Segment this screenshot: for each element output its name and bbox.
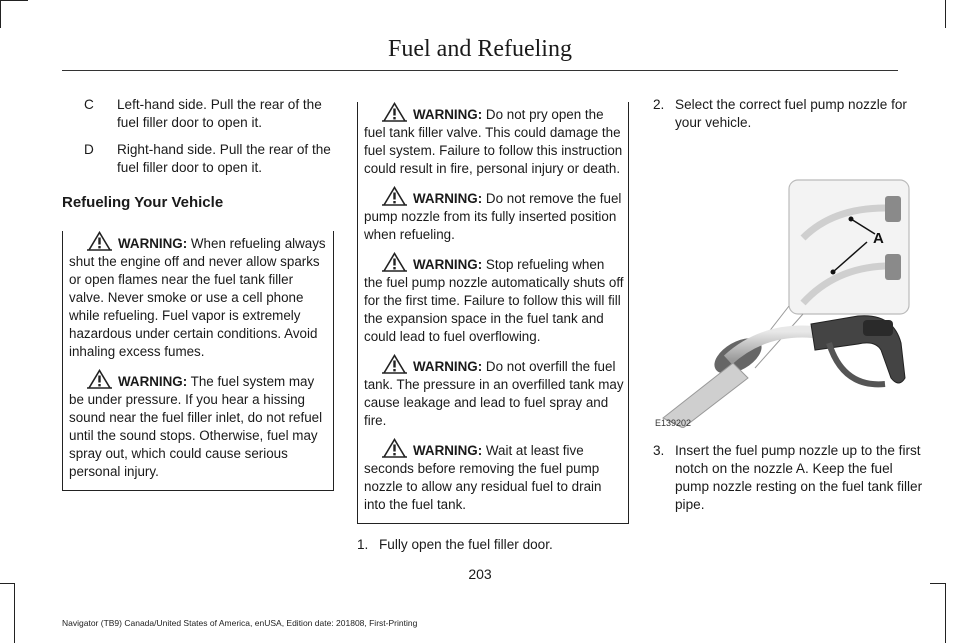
warning-text: Do not pry open the fuel tank filler valve. This could damage the fuel system. Failure to follow this instruction could result in fire, personal injury or death. <box>364 107 623 176</box>
crop-mark <box>945 0 946 28</box>
warning-text: Do not remove the fuel pump nozzle from its fully inserted position when refueling. <box>364 191 622 242</box>
warning-label: WARNING: <box>118 374 188 389</box>
step-text: Fully open the fuel filler door. <box>379 537 553 552</box>
fuel-nozzle-illustration <box>653 138 913 428</box>
column-right <box>653 96 925 514</box>
definition-item <box>62 141 334 177</box>
crop-mark <box>945 583 946 643</box>
step-item <box>653 442 925 514</box>
warning <box>364 186 625 244</box>
warning-text: Wait at least five seconds before removing the fuel pump nozzle to allow any residual fuel to drain into the fuel tank. <box>364 443 602 512</box>
warning-box <box>357 102 629 524</box>
warning-triangle-icon <box>87 369 112 389</box>
warning-text: Do not overfill the fuel tank. The pressure in an overfilled tank may cause leakage and lead to fuel spray and fire. <box>364 359 624 428</box>
page-number: 203 <box>468 566 492 582</box>
warning <box>364 354 625 430</box>
definition-text: Right-hand side. Pull the rear of the fuel filler door to open it. <box>117 142 331 175</box>
nozzle-figure <box>653 138 913 428</box>
warning <box>69 369 330 481</box>
warning-label: WARNING: <box>413 359 483 374</box>
warning-box <box>62 231 334 491</box>
crop-mark <box>14 583 15 643</box>
step-number: 1. <box>357 537 369 552</box>
warning-triangle-icon <box>87 231 112 251</box>
warning-label: WARNING: <box>413 443 483 458</box>
warning-triangle-icon <box>382 102 407 122</box>
warning-label: WARNING: <box>413 191 483 206</box>
step-number: 2. <box>653 97 665 112</box>
warning <box>69 231 330 361</box>
crop-mark <box>0 0 1 28</box>
step-text: Select the correct fuel pump nozzle for your vehicle. <box>675 97 907 130</box>
definition-key: C <box>84 97 94 112</box>
warning-text: When refueling always shut the engine off and never allow sparks or open flames near the fuel tank filler valve. Never smoke or use a cell phone while refueling. Fuel vapor is extremely hazardous under certain conditions. Avoid inhaling excess fumes. <box>69 236 326 359</box>
warning-text: The fuel system may be under pressure. If you hear a hissing sound near the fuel filler inlet, do not refuel until the sound stops. Otherwise, fuel may spray out, which could cause serious personal injury. <box>69 374 323 479</box>
section-heading: Refueling Your Vehicle <box>62 194 224 211</box>
column-left <box>62 96 334 491</box>
step-number: 3. <box>653 443 665 458</box>
figure-code: E139202 <box>655 418 692 428</box>
page-title: Fuel and Refueling <box>388 36 572 62</box>
definition-text: Left-hand side. Pull the rear of the fuel filler door to open it. <box>117 97 322 130</box>
warning-triangle-icon <box>382 252 407 272</box>
step-text: Insert the fuel pump nozzle up to the first notch on the nozzle A. Keep the fuel pump nozzle resting on the fuel tank filler pipe. <box>675 443 923 512</box>
warning <box>364 438 625 514</box>
crop-mark <box>0 583 15 584</box>
warning <box>364 102 625 178</box>
warning-triangle-icon <box>382 354 407 374</box>
warning-text: Stop refueling when the fuel pump nozzle automatically shuts off for the first time. Failure to follow this will fill the expansion space in the fuel tank and could lead to fuel overflowing. <box>364 257 624 344</box>
column-middle <box>357 96 629 554</box>
warning <box>364 252 625 346</box>
warning-triangle-icon <box>382 438 407 458</box>
footer-text: Navigator (TB9) Canada/United States of America, enUSA, Edition date: 201808, First-Printing <box>62 618 418 628</box>
step-item <box>653 96 925 132</box>
callout-label: A <box>873 230 884 247</box>
warning-label: WARNING: <box>118 236 188 251</box>
warning-label: WARNING: <box>413 107 483 122</box>
warning-label: WARNING: <box>413 257 483 272</box>
crop-mark <box>0 0 28 1</box>
header-divider <box>62 70 898 71</box>
step-item <box>357 536 629 554</box>
warning-triangle-icon <box>382 186 407 206</box>
crop-mark <box>930 583 945 584</box>
definition-key: D <box>84 142 94 157</box>
definition-item <box>62 96 334 132</box>
